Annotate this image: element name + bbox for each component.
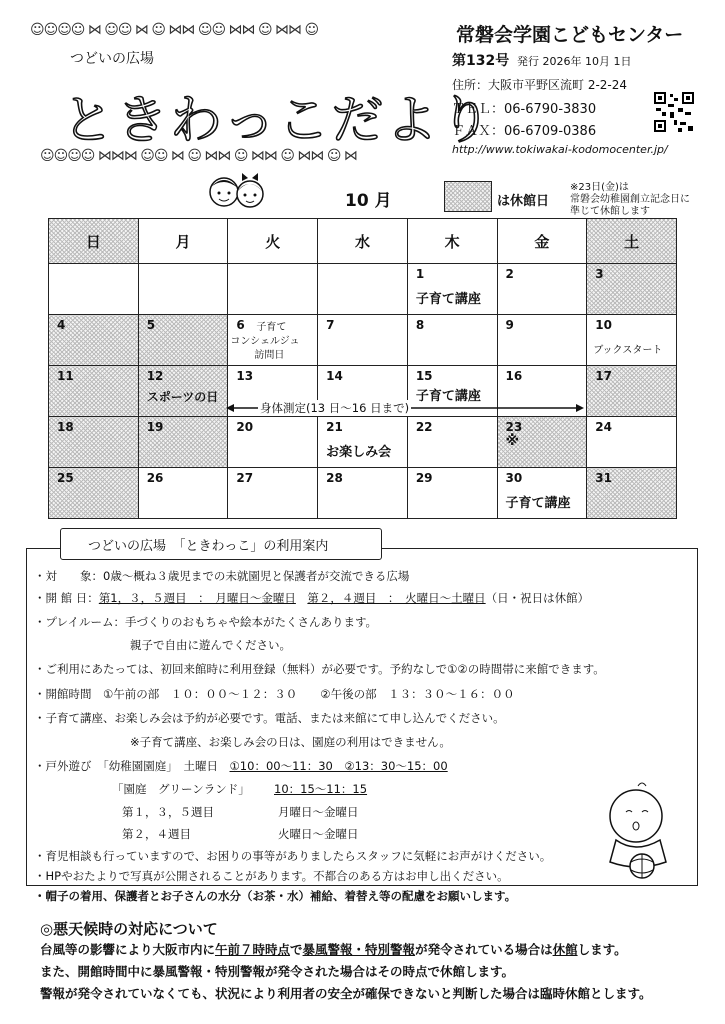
guide-playroom: ・プレイルーム：手づくりのおもちゃや絵本がたくさんあります。 [34, 615, 378, 629]
event-label: お楽しみ会 [326, 445, 392, 460]
guide-register: ・ご利用にあたっては、初回来館時に利用登録（無料）が必要です。予約なしで①②の時間帯に来館できます。 [34, 662, 605, 676]
weather-line-1 [40, 940, 627, 958]
calendar-day-cell [497, 264, 587, 315]
closure-note-2: 常磐会幼稚園創立記念日に [570, 194, 690, 205]
calendar-day-cell-closed [49, 468, 139, 519]
calendar-day-cell-closed [49, 315, 139, 366]
day-number: 21 [326, 420, 343, 434]
day-number: 1 [415, 267, 425, 281]
calendar-day-cell [49, 264, 139, 315]
calendar-day-cell [318, 315, 408, 366]
day-number: 27 [236, 471, 254, 485]
day-number: 8 [415, 318, 425, 332]
guide-target: ・対 象：0歳～概ね３歳児までの未就園児と保護者が交流できる広場 [34, 569, 410, 583]
calendar-day-cell-closed [138, 417, 228, 468]
day-number: 4 [57, 318, 66, 332]
day-number: 7 [326, 318, 335, 332]
day-number: 5 [146, 318, 156, 332]
weather-line1-c: で [290, 942, 303, 957]
guide-photo: ・HPやおたよりで写真が公開されることがあります。不都合のある方はお申し出ください。 [34, 869, 509, 883]
calendar-day-cell [497, 315, 587, 366]
calendar-day-cell [138, 264, 228, 315]
weekday-mon: 月 [138, 219, 228, 264]
guide-hours: ・開館時間 ①午前の部 １０：００～１２：３０ ②午後の部 １３：３０～１６：００ [34, 687, 515, 701]
day-number: 30 [505, 471, 523, 485]
weather-line1-g: します。 [577, 942, 627, 957]
guide-week24-days: 火曜日～金曜日 [278, 827, 359, 841]
weekday-tue: 火 [228, 219, 318, 264]
guide-outdoor-prefix: ・戸外遊び 「幼稚園園庭」 土曜日 [34, 759, 218, 773]
weather-line1-d: 暴風警報・特別警報 [302, 942, 416, 957]
day-number: 31 [595, 471, 612, 485]
organization-name: 常磐会学園こどもセンター [456, 24, 684, 46]
day-number: 23 [505, 420, 523, 434]
calendar-week-row [49, 264, 677, 315]
guide-garden-time: 10：15～11：15 [274, 782, 368, 796]
guide-open-days [34, 590, 589, 606]
telephone: ＴＥＬ：06-6790-3830 [452, 102, 597, 117]
calendar-day-cell [497, 468, 587, 519]
calendar-table [48, 218, 677, 519]
event-label: 子育て講座 [415, 292, 481, 307]
day-number: 22 [415, 420, 433, 434]
day-number: 3 [595, 267, 604, 281]
children-illustration-icon [204, 170, 270, 212]
weather-line1-f: 休館 [552, 942, 578, 957]
calendar-day-cell [407, 315, 497, 366]
day-number: 12 [146, 369, 164, 383]
calendar-month: 10 月 [345, 191, 392, 211]
calendar-weekday-row [49, 219, 677, 264]
day-number: 18 [57, 420, 74, 434]
weekday-fri: 金 [497, 219, 587, 264]
calendar-day-cell-closed [587, 366, 677, 417]
newsletter-title: ときわっこだより [62, 91, 494, 151]
guide-reserve: ・子育て講座、お楽しみ会は予約が必要です。電話、または来館にて申し込んでください。 [34, 711, 505, 725]
calendar-day-cell-closed [587, 468, 677, 519]
calendar-week-row [49, 315, 677, 366]
header-subtitle: つどいの広場 [70, 51, 154, 67]
calendar-day-cell [228, 417, 318, 468]
calendar-day-cell [587, 315, 677, 366]
calendar-day-cell [228, 468, 318, 519]
weather-line1-a: 台風等の影響により大阪市内に [40, 942, 216, 957]
event-label: 訪問日 [254, 350, 285, 361]
calendar-day-cell-closed [49, 417, 139, 468]
calendar-day-cell [318, 417, 408, 468]
day-number: 26 [146, 471, 164, 485]
calendar-day-cell-closed [138, 366, 228, 417]
address: 住所：大阪市平野区流町 2-2-24 [452, 78, 628, 92]
guide-week24: 第２，４週目 [122, 827, 191, 841]
weekday-wed: 水 [318, 219, 408, 264]
weather-line1-b: 午前７時時点 [215, 942, 291, 957]
guide-consult: ・育児相談も行っていますので、お困りの事等がありましたらスタッフに気軽にお声がけください。 [34, 849, 552, 863]
guide-open-prefix: ・開 館 日： [34, 591, 99, 605]
day-number: 25 [57, 471, 74, 485]
qr-code-icon [652, 90, 696, 134]
day-number: 28 [326, 471, 343, 485]
guide-reserve-note: ※子育て講座、お楽しみ会の日は、園庭の利用はできません。 [130, 735, 451, 749]
calendar-day-cell [138, 468, 228, 519]
guide-outdoor [34, 758, 448, 774]
day-number: 29 [415, 471, 433, 485]
measurement-label: 身体測定(13 日～16 日まで) [260, 401, 410, 415]
day-number: 15 [415, 369, 433, 383]
calendar-day-cell-closed [138, 315, 228, 366]
closure-note-3: 準じて休館します [570, 206, 650, 217]
guide-hat: ・帽子の着用、保護者とお子さんの水分（お茶・水）補給、着替え等の配慮をお願いします。 [34, 889, 517, 903]
event-label: コンシェルジュ [230, 336, 300, 347]
guide-open-a: 第1，３，５週目 ： 月曜日～金曜日 [98, 591, 296, 605]
day-number: 16 [505, 369, 523, 383]
day-number: 14 [326, 369, 343, 383]
calendar-day-cell [228, 264, 318, 315]
guide-week135-days: 月曜日～金曜日 [278, 805, 359, 819]
day-number: 20 [236, 420, 254, 434]
guide-open-b: 第２，４週目 ： 火曜日～土曜日 [307, 591, 486, 605]
baby-illustration-icon [598, 782, 682, 882]
closure-mark: ※ [505, 433, 520, 449]
day-number: 10 [595, 318, 612, 332]
day-number: 9 [505, 318, 514, 332]
calendar-day-cell-closed [49, 366, 139, 417]
calendar-week-row [49, 417, 677, 468]
weather-line1-e: が発令されている場合は [415, 942, 553, 957]
event-label: 子育て講座 [415, 389, 481, 404]
calendar-week-row [49, 468, 677, 519]
event-label: 子育て講座 [505, 496, 571, 511]
day-number: 2 [505, 267, 514, 281]
calendar-day-cell-closed [497, 417, 587, 468]
issue-date: 発行 2026年 10月 1日 [517, 55, 632, 68]
event-label: 子育て [256, 322, 287, 333]
guide-open-suffix: （日・祝日は休館） [485, 591, 590, 605]
weather-line-3: 警報が発令されていなくても、状況により利用者の安全が確保できないと判断した場合は臨時休館とします。 [40, 986, 652, 1001]
issue-number: 第132号 [452, 53, 510, 69]
event-label: ブックスタート [593, 345, 663, 356]
closed-day-swatch [444, 181, 492, 212]
day-number: 19 [146, 420, 164, 434]
calendar-day-cell [587, 417, 677, 468]
guide-week135: 第１，３，５週目 [122, 805, 214, 819]
calendar-day-cell [318, 264, 408, 315]
decorative-border-top: ☺☺☺☺ ⋈ ☺☺ ⋈ ☺ ⋈⋈ ☺☺ ⋈⋈ ☺ ⋈⋈ ☺ [30, 22, 319, 38]
day-number: 6 [236, 318, 245, 332]
calendar-day-cell-closed [587, 264, 677, 315]
weather-title: ◎悪天候時の対応について [40, 920, 218, 938]
day-number: 13 [236, 369, 254, 383]
website-url[interactable]: http://www.tokiwakai-kodomocenter.jp/ [452, 143, 668, 156]
closure-note-1: ※23日(金)は [570, 182, 629, 193]
calendar-day-cell [407, 417, 497, 468]
fax: ＦＡＸ：06-6709-0386 [452, 124, 597, 139]
event-label: スポーツの日 [146, 390, 219, 404]
day-number: 11 [57, 369, 74, 383]
day-number: 17 [595, 369, 612, 383]
calendar-day-cell [228, 315, 318, 366]
calendar-day-cell [407, 264, 497, 315]
calendar-day-cell [407, 468, 497, 519]
weekday-thu: 木 [407, 219, 497, 264]
weather-line-2: また、開館時間中に暴風警報・特別警報が発令された場合はその時点で休館します。 [40, 964, 515, 979]
guide-garden: 「園庭 グリーンランド」 [112, 782, 250, 796]
decorative-border-bottom: ☺☺☺☺ ⋈⋈⋈ ☺☺ ⋈ ☺ ⋈⋈ ☺ ⋈⋈ ☺ ⋈⋈ ☺ ⋈ [40, 148, 357, 164]
guide-title: つどいの広場 「ときわっこ」の利用案内 [88, 539, 329, 554]
calendar-day-cell [318, 468, 408, 519]
weekday-sat: 土 [587, 219, 677, 264]
closed-day-legend: は休館日 [497, 194, 550, 209]
guide-outdoor-times: ①10：00～11：30 ②13：30～15：00 [229, 759, 448, 773]
guide-playroom-2: 親子で自由に遊んでください。 [130, 638, 291, 652]
weekday-sun: 日 [49, 219, 139, 264]
day-number: 24 [595, 420, 612, 434]
